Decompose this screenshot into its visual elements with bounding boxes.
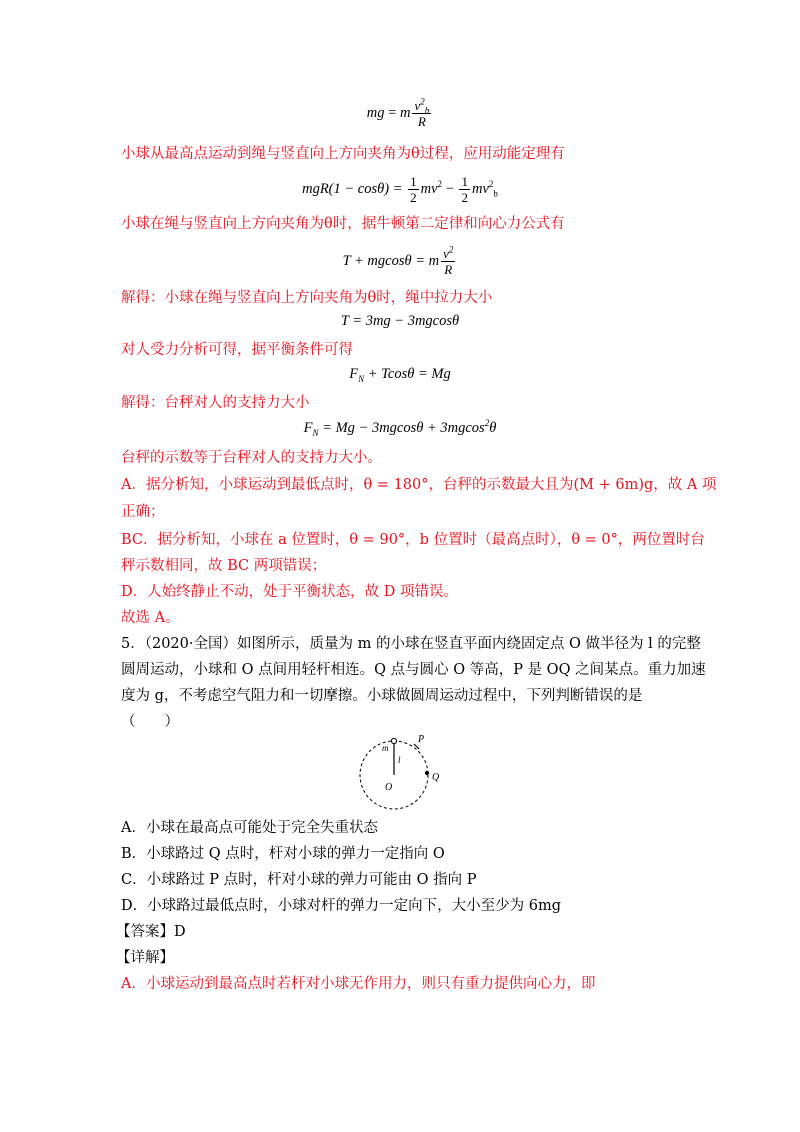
text-line: 秤示数相同，故 BC 两项错误； bbox=[121, 558, 327, 574]
answer-blank: （ ） bbox=[121, 714, 179, 730]
text-line: 小球从最高点运动到绳与竖直向上方向夹角为θ过程，应用动能定理有 bbox=[121, 146, 565, 162]
text-line: A．据分析知，小球运动到最低点时，θ = 180°，台秤的示数最大且为(M + 6m)g，故 A 项 bbox=[121, 477, 717, 493]
question-text: 度为 g，不考虑空气阻力和一切摩擦。小球做圆周运动过程中，下列判断错误的是 bbox=[121, 688, 643, 704]
text-line: 对人受力分析可得，据平衡条件可得 bbox=[121, 342, 353, 358]
equation-energy: mgR(1 − cosθ) = $\frac{1}{2}$ $mv^2$ − $\frac{1}{2}$ $mv^2_b$ bbox=[302, 174, 498, 205]
text-line: A．小球运动到最高点时若杆对小球无作用力，则只有重力提供向心力，即 bbox=[121, 976, 596, 992]
label-q: Q bbox=[432, 772, 440, 783]
label-o: O bbox=[385, 782, 393, 793]
label-p: P bbox=[418, 734, 425, 745]
label-l: l bbox=[398, 755, 401, 765]
text-line: BC．据分析知，小球在 a 位置时，θ = 90°，b 位置时（最高点时），θ = 0°，两位置时台 bbox=[121, 532, 705, 548]
text-line: 小球在绳与竖直向上方向夹角为θ时，据牛顿第二定律和向心力公式有 bbox=[121, 216, 565, 232]
ball bbox=[391, 738, 396, 743]
point-q-marker bbox=[425, 771, 429, 775]
circular-motion-diagram bbox=[356, 732, 446, 812]
option-c: C．小球路过 P 点时，杆对小球的弹力可能由 O 指向 P bbox=[121, 872, 477, 888]
equation-mg-centripetal: mg = m $\frac{v^2_b}{R}$ bbox=[366, 96, 430, 129]
question-text: 圆周运动，小球和 O 点间用轻杆相连。Q 点与圆心 O 等高，P 是 OQ 之间某点。重力加速 bbox=[121, 662, 706, 678]
text-line: 解得：台秤对人的支持力大小 bbox=[121, 395, 310, 411]
equation-tension: T = 3mg − 3mgcosθ bbox=[340, 313, 460, 329]
option-b: B．小球路过 Q 点时，杆对小球的弹力一定指向 O bbox=[121, 846, 445, 862]
text-line: 台秤的示数等于台秤对人的支持力大小。 bbox=[121, 450, 382, 466]
question-text: 5．（2020·全国）如图所示，质量为 m 的小球在竖直平面内绕固定点 O 做半径为 l 的完整 bbox=[121, 636, 701, 652]
fraction: $\frac{1}{2}$ bbox=[410, 174, 417, 205]
fraction: $\frac{v^2}{R}$ bbox=[443, 244, 454, 277]
option-d: D．小球路过最低点时，小球对杆的弹力一定向下，大小至少为 6mg bbox=[121, 898, 561, 914]
equation-newton: T + mgcosθ = m $\frac{v^2}{R}$ bbox=[342, 244, 454, 277]
text-line: 正确； bbox=[121, 504, 165, 520]
label-m: m bbox=[382, 743, 389, 753]
option-a: A．小球在最高点可能处于完全失重状态 bbox=[121, 820, 378, 836]
text-line: 解得：小球在绳与竖直向上方向夹角为θ时，绳中拉力大小 bbox=[121, 290, 493, 306]
answer-label: 【答案】D bbox=[116, 924, 186, 940]
equation-support-force: $F_N = Mg - 3mgcos\theta + 3mgcos^2\theta$ bbox=[303, 418, 497, 438]
fraction: $\frac{v^2_b}{R}$ bbox=[414, 96, 430, 129]
text-line: 故选 A。 bbox=[121, 610, 180, 626]
fraction: $\frac{1}{2}$ bbox=[461, 174, 468, 205]
detail-label: 【详解】 bbox=[116, 950, 174, 966]
text-line: D．人始终静止不动，处于平衡状态，故 D 项错误。 bbox=[121, 584, 458, 600]
equation-balance: $F_N + Tcos\theta = Mg$ bbox=[349, 366, 451, 384]
